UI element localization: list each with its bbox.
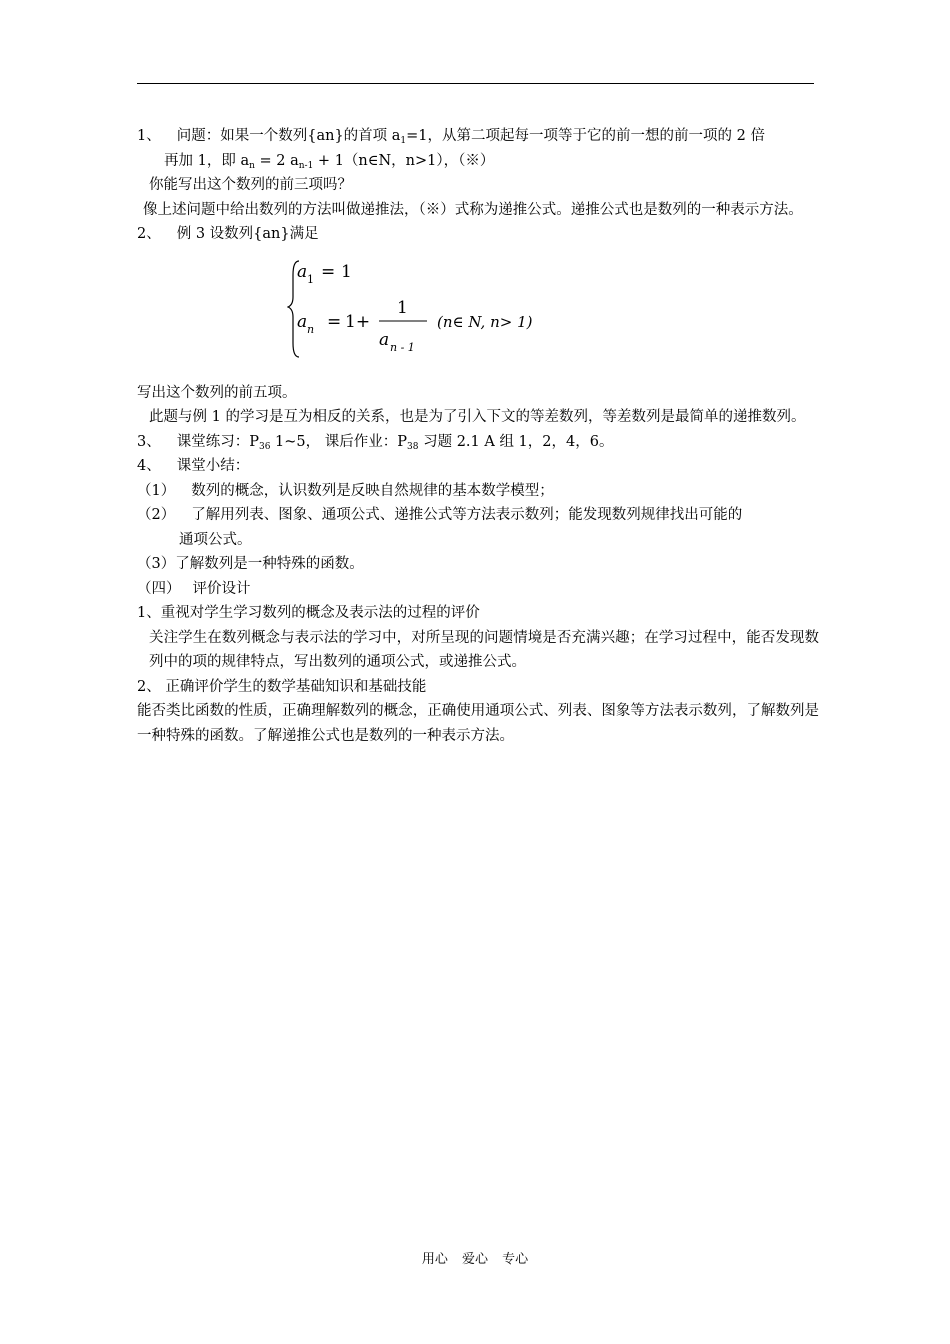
note-text: 此题与例 1 的学习是互为相反的关系，也是为了引入下文的等差数列，等差数列是最简单的递推数列。 [149,409,806,425]
formula-a1-subscript: 1 [307,272,314,286]
formula-numerator: 1 [397,297,408,318]
page-footer [0,1248,950,1267]
summary-item-3: （3）了解数列是一种特殊的函数。 [137,556,364,572]
section-2-title: 2、 例 3 设数列{an}满足 [137,226,319,242]
section-1-line-1: 1、 问题：如果一个数列{an}的首项 $a_1=1$，从第二项起每一项等于它的前一想的前一项的 2 倍 [137,128,765,146]
document-body [137,124,819,748]
formula-denominator-letter: a [379,329,390,350]
formula-denominator-subscript: n - 1 [390,340,415,354]
section-1-line-2: 再加 1，即 $a_n = 2$ $a_{n-1}$ + 1（n∈N，n>1），（※） [164,152,495,171]
formula-an-letter: a [297,311,308,332]
section-number: 1、 [137,128,161,144]
header-rule [137,83,814,84]
formula-an-subscript: n [307,322,315,336]
summary-item-2-cont: 通项公式。 [179,531,252,548]
formula-svg [287,253,557,363]
section-3-line: 3、 课堂练习：$P_{36}$ 1~5， 课后作业：$P_{38}$ 习题 2.1 A 组 1，2，4，6。 [137,433,614,452]
footer-word: 专心 [502,1252,529,1267]
section-4-title: 4、 课堂小结： [137,458,250,474]
footer-word: 用心 [421,1252,448,1267]
explanation-text: 像上述问题中给出数列的方法叫做递推法，（※）式称为递推公式。递推公式也是数列的一种表示方法。 [143,201,803,218]
formula-eq-2: = [327,311,342,332]
formula-a1-letter: a [297,261,308,282]
footer-word: 爱心 [461,1252,488,1267]
formula-condition: (n∈ N, n> 1) [437,312,533,331]
recurrence-formula [137,253,819,363]
formula-plus: 1+ [345,311,371,332]
evaluation-1-title: 1、重视对学生学习数列的概念及表示法的过程的评价 [137,605,480,621]
question-text: 你能写出这个数列的前三项吗？ [149,177,352,193]
summary-item-1: （1） 数列的概念，认识数列是反映自然规律的基本数学模型； [137,482,554,499]
evaluation-2-title: 2、 正确评价学生的数学基础知识和基础技能 [137,678,427,695]
section-5-title: （四） 评价设计 [137,580,251,597]
formula-eq-1: = [321,261,336,282]
evaluation-1-text: 关注学生在数列概念与表示法的学习中，对所呈现的问题情境是否充满兴趣；在学习过程中，能否发现数列中的项的规律特点，写出数列的通项公式，或递推公式。 [149,629,819,670]
formula-one: 1 [341,261,352,282]
evaluation-2-text: 能否类比函数的性质，正确理解数列的概念，正确使用通项公式、列表、图象等方法表示数列，了解数列是一种特殊的函数。了解递推公式也是数列的一种表示方法。 [137,703,819,744]
summary-item-2: （2） 了解用列表、图象、通项公式、递推公式等方法表示数列；能发现数列规律找出可能的 [137,507,743,523]
task-text: 写出这个数列的前五项。 [137,384,297,401]
